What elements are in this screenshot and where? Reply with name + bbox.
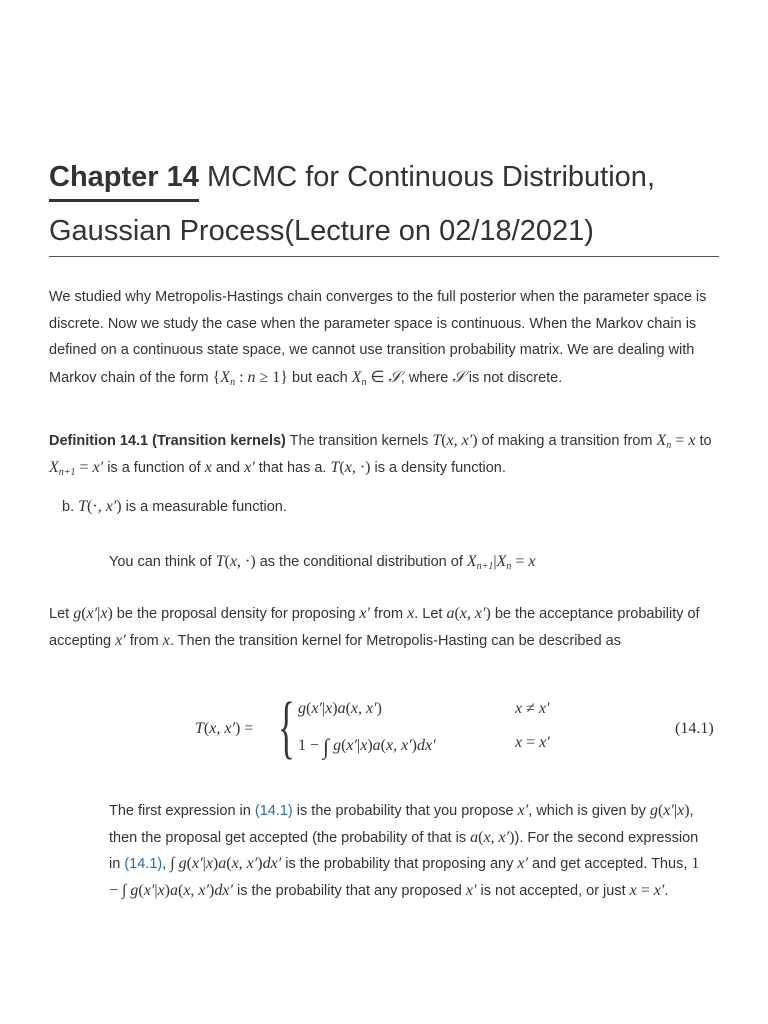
math-inline: T(·, x′)	[78, 498, 122, 515]
math-inline: g(x′|x)	[73, 605, 113, 622]
definition-item-b: b. T(·, x′) is a measurable function.	[62, 498, 287, 515]
equation-case-2: 1 − ∫ g(x′|x)a(x, x′)dx′	[298, 734, 436, 759]
equation-condition-2: x = x′	[515, 734, 550, 751]
equation-lhs: T(x, x′) =	[195, 720, 254, 737]
math-inline: $X_n$ ∈ 𝒮	[351, 366, 401, 388]
definition-paragraph: Definition 14.1 (Transition kernels) The transition kernels T(x, x′) of making a transition from $X_n = x$ to $X_{n+1} = x'$ is a function of x and x′ that has a. T(x, ·) is a density function.	[49, 432, 712, 478]
equation-ref-link[interactable]: (14.1)	[124, 856, 163, 872]
math-inline: 1 − ∫ g(x′|x)a(x, x′)dx′	[109, 855, 700, 899]
math-inline: 𝒮	[452, 366, 465, 386]
chapter-title-line1: MCMC for Continuous Distribution,	[206, 161, 655, 193]
math-inline: g(x′|x)	[649, 802, 690, 819]
chapter-title	[49, 150, 729, 258]
math-inline: x = x′	[629, 881, 665, 899]
math-inline: $X_{n+1} = x'$	[49, 458, 104, 478]
chapter-title-line2: Gaussian Process(Lecture on 02/18/2021)	[49, 215, 594, 247]
equation-condition-1: x ≠ x′	[515, 700, 550, 717]
left-brace: {	[278, 689, 295, 766]
proposal-paragraph: Let g(x′|x) be the proposal density for proposing x′ from x. Let a(x, x′) be the acceptance probability of accepting x′ from x. Then the transition kernel for Metropolis-Hasting can be described as	[49, 605, 700, 649]
math-inline: a(x, x′)	[446, 605, 491, 622]
title-divider	[49, 256, 719, 257]
math-inline: $X_n = x$	[656, 432, 696, 451]
math-inline: {$X_n$ : n ≥ 1}	[212, 368, 288, 388]
explanation-paragraph: The first expression in (14.1) is the probability that you propose x′, which is given by g(x′|x), then the proposal get accepted (the probability of that is a(x, x′)). For the second expression in (14.1), ∫ g(x′|x)a(x, x′)dx′ is the probability that proposing any x′ and get accepted. Thus, 1 − ∫ g(x′|x)a(x, x′)dx′ is the probability that any proposed x′ is not accepted, or just x = x′.	[109, 802, 700, 899]
equation-case-1: g(x′|x)a(x, x′)	[298, 700, 382, 717]
math-inline: T(x, ·)	[330, 458, 371, 476]
display-equation	[0, 689, 768, 768]
math-inline: $X_{n+1}|X_n = x$	[466, 553, 536, 572]
math-inline: a(x, x′)	[470, 828, 515, 846]
equation-number: (14.1)	[675, 720, 714, 737]
chapter-number: Chapter 14	[49, 157, 199, 202]
math-inline: ∫ g(x′|x)a(x, x′)dx′	[170, 855, 282, 872]
remark-paragraph: You can think of T(x, ·) as the conditional distribution of $X_{n+1}|X_n = x$	[109, 553, 536, 572]
math-inline: T(x, x′)	[432, 432, 478, 449]
intro-paragraph: We studied why Metropolis-Hastings chain converges to the full posterior when the parameter space is discrete. Now we study the case when the parameter space is continuous. When the Markov chain is defined on a continuous state space, we cannot use transition probability matrix. We are dealing with Markov chain of the form {$X_n$ : n ≥ 1} but each $X_n$ ∈ 𝒮, where 𝒮 is not discrete.	[49, 289, 707, 388]
definition-heading: Definition 14.1 (Transition kernels)	[49, 433, 286, 449]
math-inline: T(x, ·)	[215, 553, 256, 570]
equation-ref-link[interactable]: (14.1)	[254, 803, 293, 819]
